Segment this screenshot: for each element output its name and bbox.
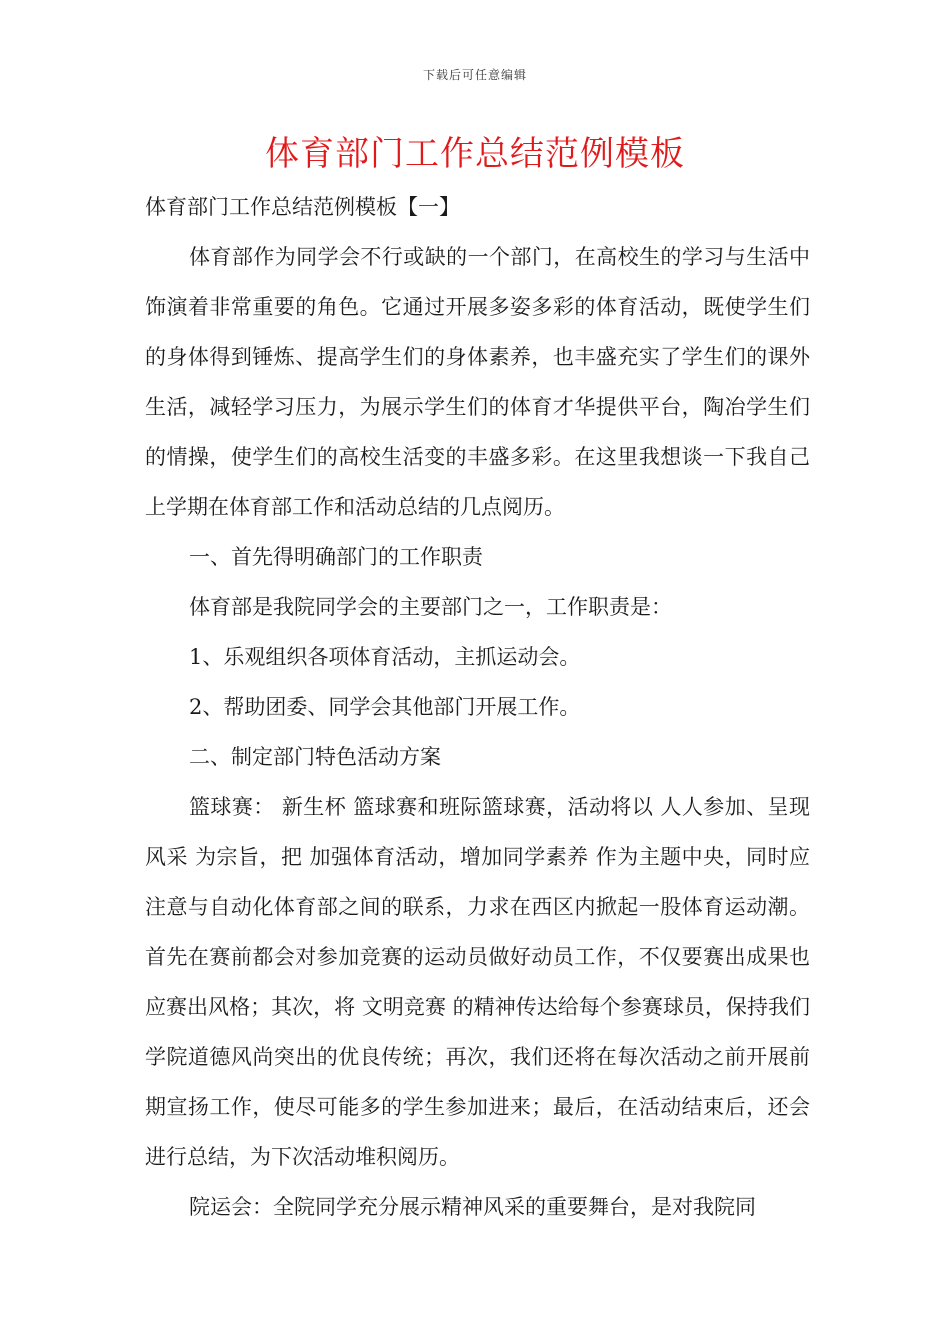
subheading-duties: 一、首先得明确部门的工作职责 — [189, 545, 483, 569]
document-title: 体育部门工作总结范例模板 — [265, 134, 685, 174]
paragraph-duties-intro: 体育部是我院同学会的主要部门之一，工作职责是： — [189, 595, 672, 619]
subheading-plan: 二、制定部门特色活动方案 — [189, 745, 441, 769]
paragraph-basketball: 篮球赛： 新生杯 篮球赛和班际篮球赛，活动将以 人人参加、呈现风采 为宗旨，把 加强体育活动，增加同学素养 作为主题中央，同时应注意与自动化体育部之间的联系，力求在西区内掀起一股体育运动潮。首先在赛前都会对参加竞赛的运动员做好动员工作，不仅要赛出成果也应赛出风格；其次，将 文明竞赛 的精神传达给每个参赛球员，保持我们学院道德风尚突出的优良传统；再次，我们还将在每次活动之前开展前期宣扬工作，使尽可能多的学生参加进来；最后，在活动结束后，还会进行总结，为下次活动堆积阅历。 — [145, 795, 810, 1169]
list-item-duty-1: 1、乐观组织各项体育活动，主抓运动会。 — [189, 645, 581, 669]
paragraph-intro: 体育部作为同学会不行或缺的一个部门，在高校生的学习与生活中饰演着非常重要的角色。它通过开展多姿多彩的体育活动，既使学生们的身体得到锤炼、提高学生们的身体素养，也丰盛充实了学生们的课外生活，减轻学习压力，为展示学生们的体育才华提供平台，陶冶学生们的情操，使学生们的高校生活变的丰盛多彩。在这里我想谈一下我自己上学期在体育部工作和活动总结的几点阅历。 — [145, 245, 810, 519]
section-heading: 体育部门工作总结范例模板【一】 — [145, 195, 460, 219]
header-note: 下载后可任意编辑 — [422, 68, 527, 82]
list-item-duty-2: 2、帮助团委、同学会其他部门开展工作。 — [189, 695, 581, 719]
paragraph-sports-meet: 院运会：全院同学充分展示精神风采的重要舞台，是对我院同 — [189, 1195, 756, 1219]
document-body — [145, 182, 810, 1232]
